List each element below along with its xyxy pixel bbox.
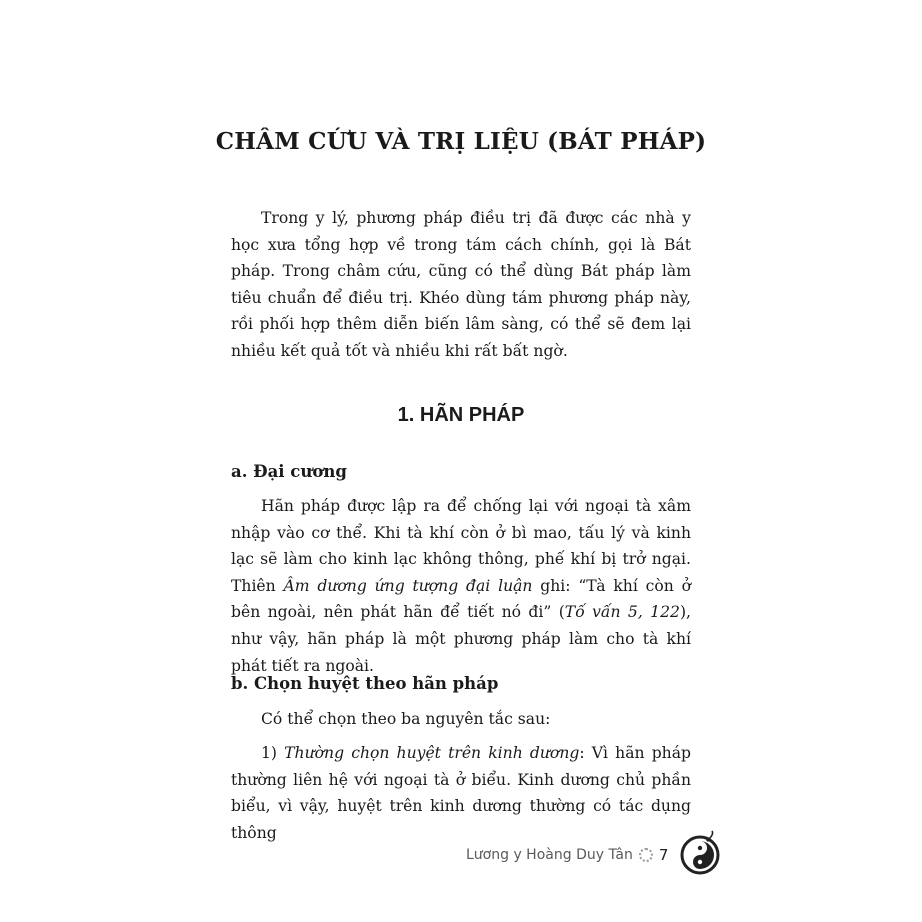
yin-yang-logo-icon [678,830,722,876]
rule-1-title: Thường chọn huyệt trên kinh dương [284,744,580,762]
subsection-b-intro: Có thể chọn theo ba nguyên tắc sau: [261,710,551,728]
chapter-title: CHÂM CỨU VÀ TRỊ LIỆU (BÁT PHÁP) [215,128,707,155]
subsection-a-paragraph [231,493,691,679]
rule-1-paragraph [231,740,691,846]
intro-paragraph: Trong y lý, phương pháp điều trị đã được các nhà y học xưa tổng hợp về trong tám cách chính, gọi là Bát pháp. Trong châm cứu, cũng có thể dùng Bát pháp làm tiêu chuẩn để điều trị. Khéo dùng tám phương pháp này, rồi phối hợp thêm diễn biến lâm sàng, có thể sẽ đem lại nhiều kết quả tốt và nhiều khi rất bất ngờ. [231,209,691,360]
section-heading: 1. HÃN PHÁP [397,404,525,426]
dotted-ring-icon [639,848,653,862]
rule-number: 1) [261,744,285,762]
page-footer [466,843,668,867]
subsection-a-heading: a. Đại cương [231,462,347,481]
italic-citation: Tố vấn 5, 122 [564,603,680,622]
page-number: 7 [658,846,669,864]
italic-source-title: Âm dương ứng tượng đại luận [283,576,533,595]
rule-1-text: : Vì hãn pháp thường liên hệ với ngoại tà ở biểu. Kinh dương chủ phần biểu, vì vậy, huyệt trên kinh dương thường có tác dụng thông [231,744,691,842]
footer-author: Lương y Hoàng Duy Tân [466,847,633,863]
text-run: ghi: “Tà khí còn ở bên ngoài, nên phát hãn để tiết nó đi” ( [231,576,691,622]
text-run: Hãn pháp được lập ra để chống lại với ngoại tà xâm nhập vào cơ thể. Khi tà khí còn ở bì mao, tấu lý và kinh lạc sẽ làm cho kinh lạc không thông, phế khí bị trở ngại. Thiên [231,497,691,595]
subsection-b-heading: b. Chọn huyệt theo hãn pháp [231,674,499,693]
text-run: ), như vậy, hãn pháp là một phương pháp làm cho tà khí phát tiết ra ngoài. [231,603,691,675]
